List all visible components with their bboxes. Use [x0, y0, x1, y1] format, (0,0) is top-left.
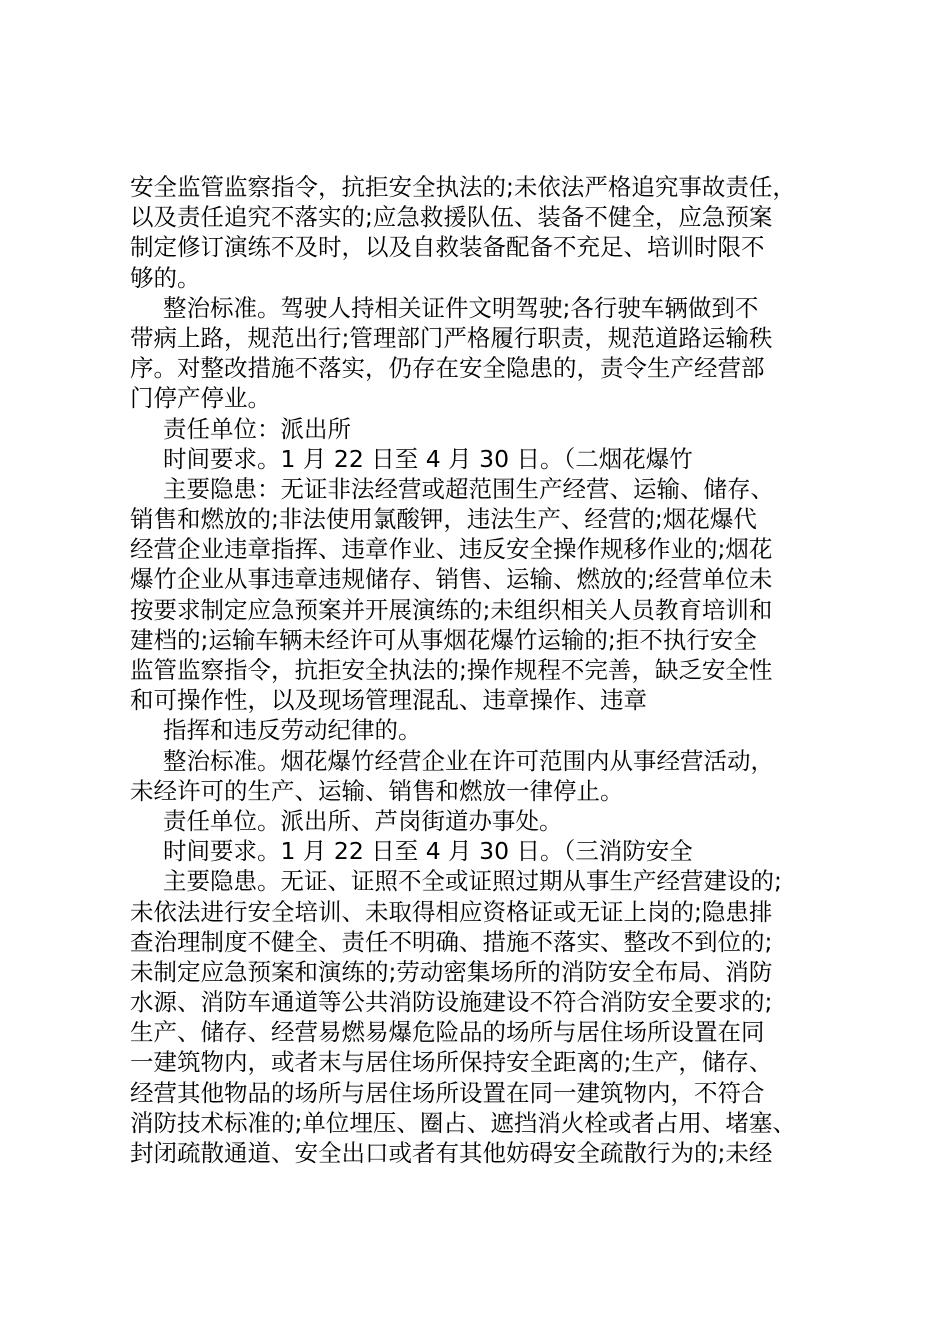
text-line: 整治标准。驾驶人持相关证件文明驾驶;各行驶车辆做到不 — [163, 293, 759, 322]
text-line: 水源、消防车通道等公共消防设施建设不符合消防安全要求的; — [130, 988, 773, 1017]
text-line: 安全监管监察指令，抗拒安全执法的;未依法严格追究事故责任， — [130, 173, 796, 201]
text-line: 监管监察指令，抗拒安全执法的;操作规程不完善，缺乏安全性 — [130, 656, 773, 684]
text-line: 主要隐患。无证、证照不全或证照过期从事生产经营建设的; — [163, 867, 782, 896]
text-line: 未制定应急预案和演练的;劳动密集场所的消防安全布局、消防 — [130, 957, 773, 986]
text-line: 销售和燃放的;非法使用氯酸钾，违法生产、经营的;烟花爆代 — [130, 505, 757, 534]
text-line: 序。对整改措施不落实，仍存在安全隐患的，责令生产经营部 — [130, 354, 765, 383]
text-line: 未依法进行安全培训、未取得相应资格证或无证上岗的;隐患排 — [130, 897, 773, 926]
text-line: 责任单位。派出所、芦岗街道办事处。 — [163, 806, 563, 835]
text-line: 建档的;运输车辆未经许可从事烟花爆竹运输的;拒不执行安全 — [130, 625, 757, 654]
text-line: 够的。 — [130, 263, 201, 292]
text-line: 主要隐患：无证非法经营或超范围生产经营、运输、储存、 — [163, 474, 774, 503]
text-line: 时间要求。1 月 22 日至 4 月 30 日。（二烟花爆竹 — [163, 444, 693, 473]
text-line: 一建筑物内，或者末与居住场所保持安全距离的;生产，储存、 — [130, 1048, 773, 1077]
text-line: 整治标准。烟花爆竹经营企业在许可范围内从事经营活动， — [163, 746, 774, 775]
text-line: 消防技术标准的;单位埋压、圈占、遮挡消火栓或者占用、堵塞、 — [130, 1108, 796, 1137]
text-line: 经营企业违章指挥、违章作业、违反安全操作规移作业的;烟花 — [130, 535, 773, 564]
text-line: 查治理制度不健全、责任不明确、措施不落实、整改不到位的; — [130, 927, 773, 956]
text-line: 门停产停业。 — [130, 384, 271, 413]
text-line: 制定修订演练不及时，以及自救装备配备不充足、培训时限不 — [130, 233, 765, 262]
text-line: 带病上路，规范出行;管理部门严格履行职责，规范道路运输秩 — [130, 323, 773, 352]
text-line: 封闭疏散通道、安全出口或者有其他妨碍安全疏散行为的;未经 — [130, 1139, 773, 1167]
document-body — [130, 172, 830, 1168]
text-line: 经营其他物品的场所与居住场所设置在同一建筑物内，不符合 — [130, 1078, 765, 1107]
text-line: 和可操作性，以及现场管理混乱、违章操作、违章 — [130, 686, 647, 715]
text-line: 指挥和违反劳动纪律的。 — [163, 716, 422, 745]
text-line: 爆竹企业从事违章违规储存、销售、运输、燃放的;经营单位未 — [130, 565, 773, 594]
text-line: 生产、储存、经营易燃易爆危险品的场所与居住场所设置在同 — [130, 1018, 765, 1047]
text-line: 责任单位：派出所 — [163, 414, 351, 443]
text-line: 以及责任追究不落实的;应急救援队伍、装备不健全，应急预案 — [130, 203, 773, 232]
text-line: 按要求制定应急预案并开展演练的;未组织相关人员教育培训和 — [130, 595, 773, 624]
text-line: 未经许可的生产、运输、销售和燃放一律停止。 — [130, 776, 624, 805]
text-line: 时间要求。1 月 22 日至 4 月 30 日。（三消防安全 — [163, 837, 693, 866]
